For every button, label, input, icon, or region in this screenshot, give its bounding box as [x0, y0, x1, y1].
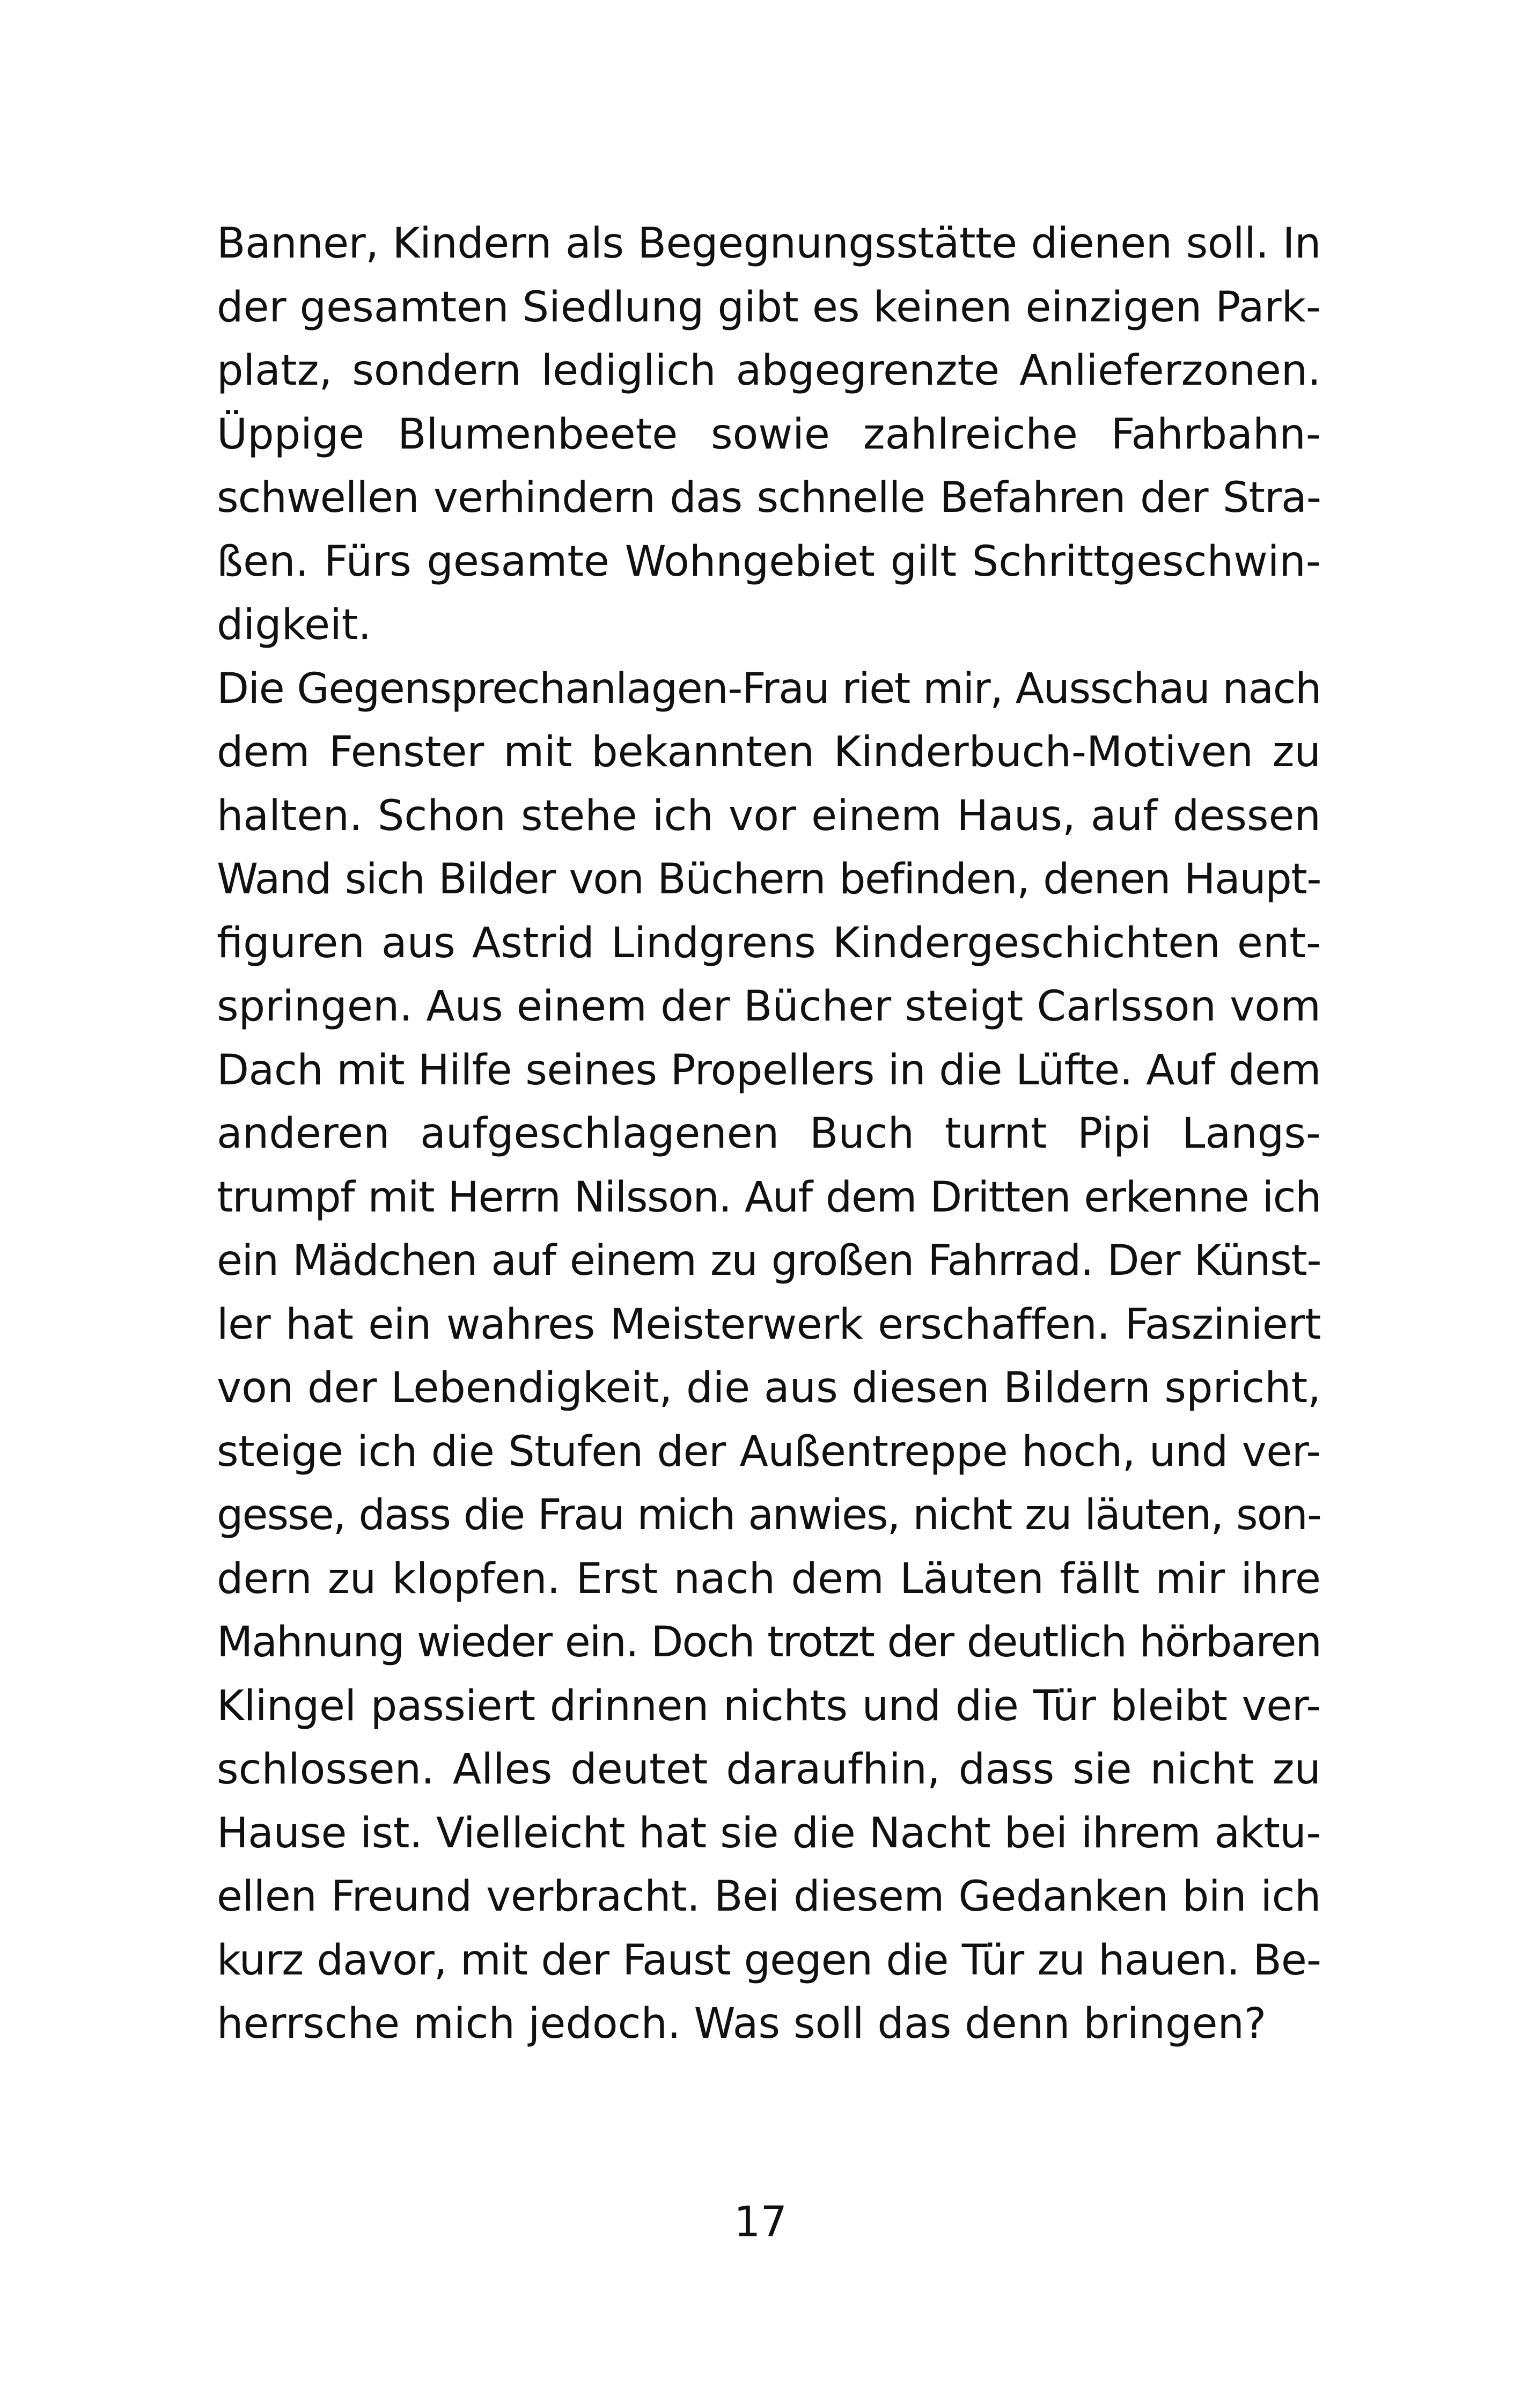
paragraph: [217, 212, 1321, 657]
text-line: Hause ist. Vielleicht hat sie die Nacht bei ihrem aktu-: [217, 1809, 1321, 1858]
text-line: ein Mädchen auf einem zu großen Fahrrad. Der Künst-: [217, 1237, 1321, 1285]
text-line: ellen Freund verbracht. Bei diesem Gedanken bin ich: [217, 1873, 1321, 1921]
text-line: steige ich die Stufen der Außentreppe hoch, und ver-: [217, 1427, 1321, 1476]
text-line: kurz davor, mit der Faust gegen die Tür zu hauen. Be-: [217, 1936, 1321, 1985]
text-line: halten. Schon stehe ich vor einem Haus, auf dessen: [217, 791, 1321, 840]
page-number: 17: [733, 2198, 788, 2247]
text-line: Üppige Blumenbeete sowie zahlreiche Fahrbahn-: [217, 410, 1321, 459]
text-line: trumpf mit Herrn Nilsson. Auf dem Dritten erkenne ich: [217, 1173, 1321, 1222]
text-line: digkeit.: [217, 601, 372, 649]
text-line: platz, sondern lediglich abgegrenzte Anlieferzonen.: [217, 347, 1321, 395]
text-line: Mahnung wieder ein. Doch trotzt der deutlich hörbaren: [217, 1618, 1321, 1666]
text-line: schwellen verhindern das schnelle Befahren der Stra-: [217, 474, 1321, 522]
text-line: der gesamten Siedlung gibt es keinen einzigen Park-: [217, 283, 1321, 332]
text-line: Die Gegensprechanlagen-Frau riet mir, Ausschau nach: [217, 664, 1321, 713]
text-line: schlossen. Alles deutet daraufhin, dass sie nicht zu: [217, 1745, 1321, 1794]
text-line: dem Fenster mit bekannten Kinderbuch-Motiven zu: [217, 728, 1321, 776]
text-line: Dach mit Hilfe seines Propellers in die Lüfte. Auf dem: [217, 1046, 1321, 1095]
body-text: [217, 212, 1321, 2056]
paragraph: [217, 657, 1321, 2056]
text-line: herrsche mich jedoch. Was soll das denn bringen?: [217, 2000, 1267, 2048]
text-line: von der Lebendigkeit, die aus diesen Bildern spricht,: [217, 1364, 1321, 1412]
text-line: Wand sich Bilder von Büchern befinden, denen Haupt-: [217, 855, 1321, 904]
text-line: ler hat ein wahres Meisterwerk erschaffen. Fasziniert: [217, 1300, 1321, 1349]
text-line: springen. Aus einem der Bücher steigt Carlsson vom: [217, 982, 1321, 1031]
text-line: figuren aus Astrid Lindgrens Kindergeschichten ent-: [217, 919, 1321, 967]
text-line: Klingel passiert drinnen nichts und die Tür bleibt ver-: [217, 1682, 1321, 1730]
text-line: ßen. Fürs gesamte Wohngebiet gilt Schrittgeschwin-: [217, 537, 1321, 586]
text-line: Banner, Kindern als Begegnungsstätte dienen soll. In: [217, 219, 1321, 268]
text-line: dern zu klopfen. Erst nach dem Läuten fällt mir ihre: [217, 1554, 1321, 1603]
text-line: anderen aufgeschlagenen Buch turnt Pipi Langs-: [217, 1110, 1321, 1158]
text-line: gesse, dass die Frau mich anwies, nicht zu läuten, son-: [217, 1491, 1321, 1539]
